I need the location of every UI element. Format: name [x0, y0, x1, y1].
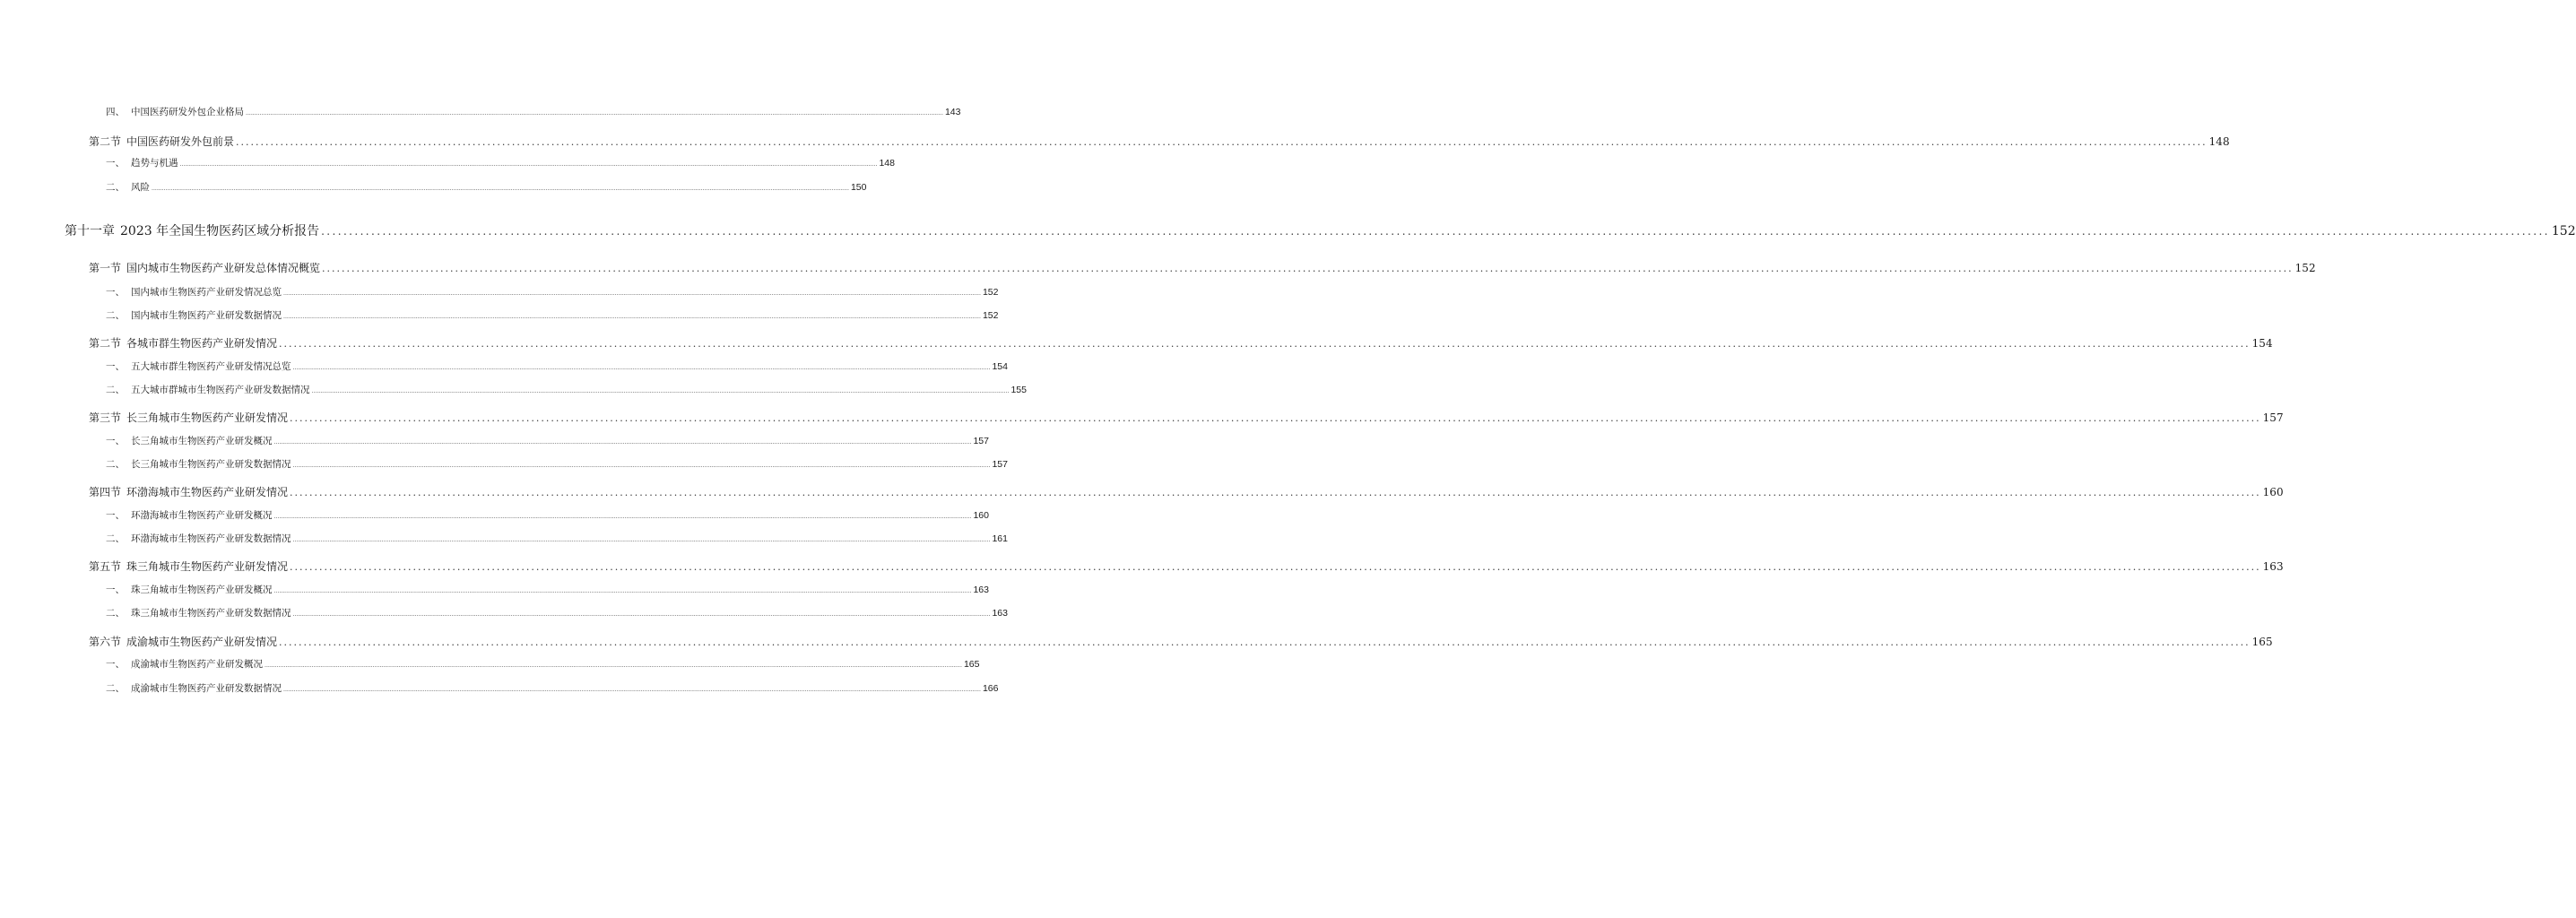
leader-dots: ................................................................................................................................................................................................................................................................................................................................................................................................................ — [290, 412, 2261, 424]
toc-entry[interactable] — [106, 508, 989, 521]
toc-entry[interactable] — [106, 156, 895, 169]
toc-entry[interactable] — [89, 260, 2316, 274]
toc-entry[interactable] — [106, 457, 1008, 470]
leader-dots: ................................................................................................................................................................................................................................................................................................................................................................................................................ — [246, 110, 943, 117]
entry-page: 148 — [2208, 135, 2230, 148]
entry-page: 161 — [992, 533, 1008, 544]
toc-entry[interactable] — [106, 105, 961, 117]
entry-page: 157 — [992, 459, 1008, 470]
leader-dots: ................................................................................................................................................................................................................................................................................................................................................................................................................ — [265, 663, 962, 669]
toc-entry[interactable] — [106, 285, 999, 298]
entry-number: 一、 — [106, 287, 125, 298]
entry-title: 中国医药研发外包企业格局 — [131, 107, 244, 117]
leader-dots: ................................................................................................................................................................................................................................................................................................................................................................................................................ — [290, 487, 2261, 498]
entry-number: 二、 — [106, 182, 125, 193]
entry-title: 成渝城市生物医药产业研发概况 — [131, 659, 263, 670]
entry-page: 160 — [973, 510, 989, 521]
entry-number: 第二节 — [89, 135, 122, 148]
leader-dots: ................................................................................................................................................................................................................................................................................................................................................................................................................ — [236, 136, 2207, 148]
entry-page: 152 — [982, 310, 999, 321]
entry-title: 国内城市生物医药产业研发总体情况概览 — [126, 262, 321, 274]
entry-number: 一、 — [106, 361, 125, 372]
leader-dots: ................................................................................................................................................................................................................................................................................................................................................................................................................ — [273, 514, 972, 520]
toc-entry[interactable] — [106, 180, 867, 193]
entry-number: 二、 — [106, 310, 125, 321]
entry-title: 2023 年全国生物医药区域分析报告 — [120, 224, 320, 238]
leader-dots: ................................................................................................................................................................................................................................................................................................................................................................................................................ — [279, 637, 2251, 648]
entry-title: 长三角城市生物医药产业研发数据情况 — [131, 459, 291, 470]
entry-number: 二、 — [106, 533, 125, 544]
toc-entry[interactable] — [89, 335, 2273, 350]
leader-dots: ................................................................................................................................................................................................................................................................................................................................................................................................................ — [179, 161, 878, 168]
entry-title: 珠三角城市生物医药产业研发情况 — [126, 560, 289, 573]
leader-dots: ................................................................................................................................................................................................................................................................................................................................................................................................................ — [290, 561, 2261, 573]
entry-number: 二、 — [106, 683, 125, 694]
entry-number: 第四节 — [89, 486, 122, 498]
toc-entry[interactable] — [89, 410, 2284, 424]
toc-entry[interactable] — [106, 359, 1008, 372]
entry-page: 163 — [973, 585, 989, 595]
entry-number: 二、 — [106, 385, 125, 395]
toc-entry[interactable] — [106, 434, 989, 446]
entry-number: 二、 — [106, 459, 125, 470]
entry-page: 152 — [2294, 262, 2316, 274]
entry-title: 长三角城市生物医药产业研发概况 — [131, 436, 273, 446]
leader-dots: ................................................................................................................................................................................................................................................................................................................................................................................................................ — [283, 290, 981, 297]
entry-page: 160 — [2262, 486, 2284, 498]
entry-title: 国内城市生物医药产业研发情况总览 — [131, 287, 282, 298]
entry-page: 154 — [992, 361, 1008, 372]
entry-page: 152 — [2551, 224, 2576, 238]
entry-page: 163 — [992, 608, 1008, 619]
toc-entry[interactable] — [106, 681, 999, 694]
entry-number: 二、 — [106, 608, 125, 619]
leader-dots: ................................................................................................................................................................................................................................................................................................................................................................................................................ — [283, 314, 981, 320]
entry-title: 趋势与机遇 — [131, 158, 178, 169]
toc-entry[interactable] — [89, 134, 2230, 148]
leader-dots: ................................................................................................................................................................................................................................................................................................................................................................................................................ — [292, 365, 991, 371]
entry-page: 163 — [2262, 560, 2284, 573]
entry-number: 第十一章 — [65, 224, 115, 238]
toc-entry[interactable] — [106, 583, 989, 595]
leader-dots: ................................................................................................................................................................................................................................................................................................................................................................................................................ — [152, 186, 849, 192]
entry-page: 152 — [982, 287, 999, 298]
entry-number: 一、 — [106, 659, 125, 670]
entry-page: 154 — [2251, 337, 2273, 350]
leader-dots: ................................................................................................................................................................................................................................................................................................................................................................................................................ — [279, 338, 2251, 350]
entry-title: 五大城市群生物医药产业研发情况总览 — [131, 361, 291, 372]
toc-entry[interactable] — [106, 308, 999, 321]
entry-title: 成渝城市生物医药产业研发数据情况 — [131, 683, 282, 694]
leader-dots: ................................................................................................................................................................................................................................................................................................................................................................................................................ — [273, 588, 972, 594]
entry-page: 148 — [879, 158, 895, 169]
entry-number: 一、 — [106, 585, 125, 595]
leader-dots: ................................................................................................................................................................................................................................................................................................................................................................................................................ — [322, 263, 2294, 274]
toc-entry[interactable] — [106, 657, 980, 670]
toc-entry[interactable] — [106, 383, 1027, 395]
entry-page: 157 — [2262, 411, 2284, 424]
entry-title: 珠三角城市生物医药产业研发数据情况 — [131, 608, 291, 619]
entry-number: 一、 — [106, 510, 125, 521]
toc-entry[interactable] — [89, 484, 2284, 498]
leader-dots: ................................................................................................................................................................................................................................................................................................................................................................................................................ — [283, 687, 981, 693]
entry-title: 环渤海城市生物医药产业研发概况 — [131, 510, 273, 521]
entry-title: 长三角城市生物医药产业研发情况 — [126, 411, 289, 424]
leader-dots: ................................................................................................................................................................................................................................................................................................................................................................................................................ — [311, 388, 1010, 394]
toc-chapter-entry[interactable] — [65, 221, 2576, 238]
entry-title: 国内城市生物医药产业研发数据情况 — [131, 310, 282, 321]
entry-number: 第一节 — [89, 262, 122, 274]
toc-entry[interactable] — [89, 559, 2284, 573]
entry-page: 155 — [1010, 385, 1027, 395]
entry-page: 157 — [973, 436, 989, 446]
entry-page: 150 — [850, 182, 867, 193]
entry-title: 风险 — [131, 182, 150, 193]
entry-title: 珠三角城市生物医药产业研发概况 — [131, 585, 273, 595]
entry-page: 143 — [944, 107, 961, 117]
entry-title: 五大城市群城市生物医药产业研发数据情况 — [131, 385, 310, 395]
entry-number: 第六节 — [89, 636, 122, 648]
leader-dots: ................................................................................................................................................................................................................................................................................................................................................................................................................ — [292, 463, 991, 469]
entry-number: 四、 — [106, 107, 125, 117]
leader-dots: ................................................................................................................................................................................................................................................................................................................................................................................................................ — [292, 611, 991, 618]
entry-number: 第五节 — [89, 560, 122, 573]
entry-title: 各城市群生物医药产业研发情况 — [126, 337, 278, 350]
entry-page: 165 — [963, 659, 980, 670]
leader-dots: ................................................................................................................................................................................................................................................................................................................................................................................................................ — [273, 439, 972, 446]
entry-number: 一、 — [106, 436, 125, 446]
entry-title: 环渤海城市生物医药产业研发情况 — [126, 486, 289, 498]
leader-dots: ................................................................................................................................................................................................................................................................................................................................................................................................................ — [321, 225, 2550, 238]
entry-title: 环渤海城市生物医药产业研发数据情况 — [131, 533, 291, 544]
entry-number: 第三节 — [89, 411, 122, 424]
entry-page: 166 — [982, 683, 999, 694]
toc-entry[interactable] — [106, 532, 1008, 544]
entry-title: 成渝城市生物医药产业研发情况 — [126, 636, 278, 648]
leader-dots: ................................................................................................................................................................................................................................................................................................................................................................................................................ — [292, 537, 991, 543]
entry-number: 第二节 — [89, 337, 122, 350]
entry-page: 165 — [2251, 636, 2273, 648]
entry-title: 中国医药研发外包前景 — [126, 135, 235, 148]
toc-entry[interactable] — [89, 634, 2273, 648]
toc-entry[interactable] — [106, 606, 1008, 619]
entry-number: 一、 — [106, 158, 125, 169]
